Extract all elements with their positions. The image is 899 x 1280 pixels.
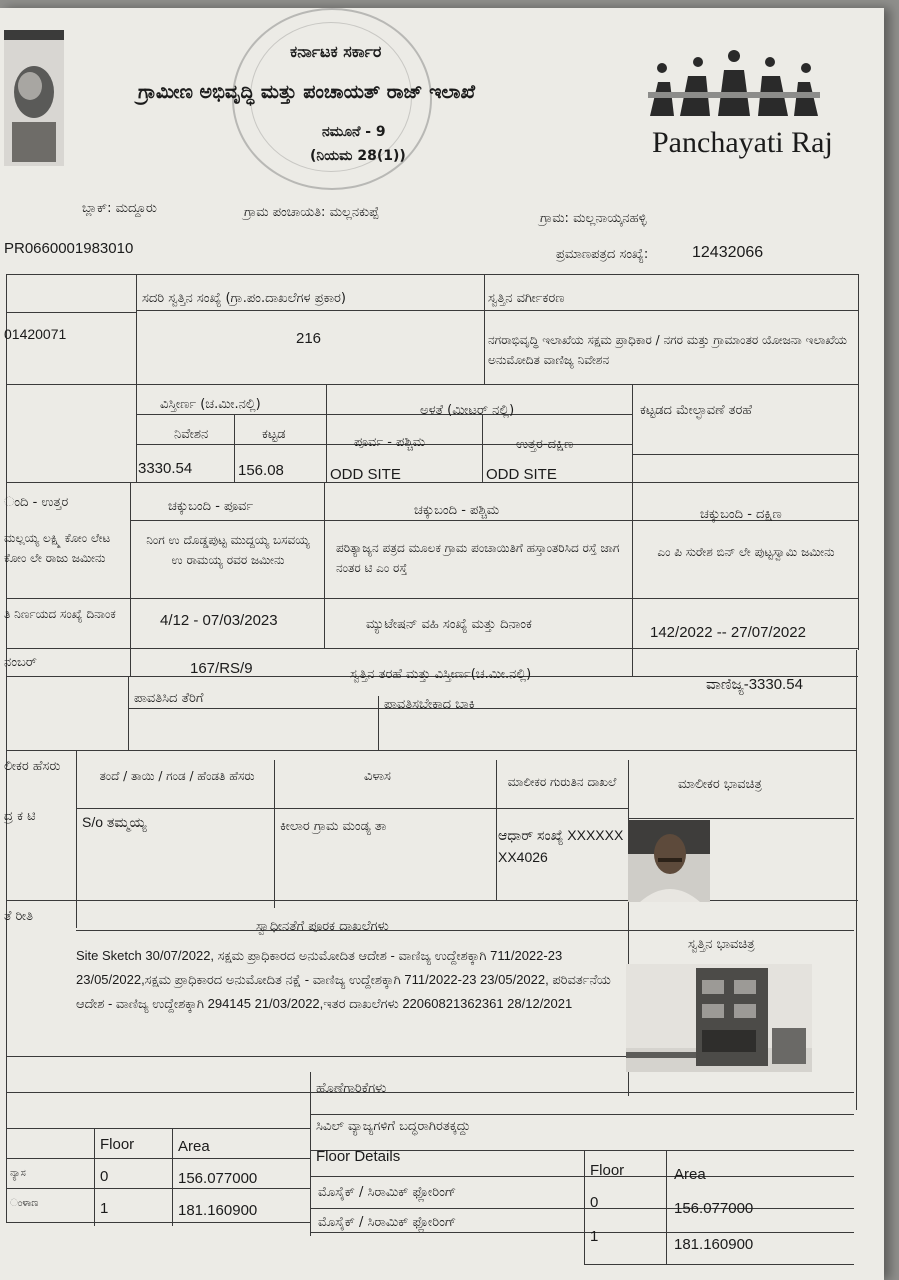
- property-number: 216: [296, 330, 322, 347]
- mutation-value: 142/2022 -- 27/07/2022: [650, 624, 806, 641]
- area-label: ವಿಸ್ತೀರ್ಣ (ಚ.ಮೀ.ನಲ್ಲಿ): [160, 397, 261, 412]
- east-west-value: ODD SITE: [330, 466, 401, 483]
- owner-photo-label: ಮಾಲೀಕರ ಭಾವಚಿತ್ರ: [678, 777, 762, 792]
- logo-text: Panchayati Raj: [652, 126, 833, 159]
- dept-title: ಗ್ರಾಮೀಣ ಅಭಿವೃದ್ಧಿ ಮತ್ತು ಪಂಚಾಯತ್ ರಾಜ್ ಇಲಾಖೆ: [138, 81, 476, 103]
- north-boundary-value: ಮಲ್ಲಯ್ಯ ಲಕ್ಷ್ಮಿ ಕೋಂ ಲೇಟ ಕೋಂ ಲೇ ರಾಜು ಜಮೀನು: [4, 531, 111, 565]
- floor-right-area: 156.077000: [674, 1200, 754, 1217]
- owner-photo: [628, 820, 710, 902]
- floor-left-floor: 0: [100, 1168, 109, 1185]
- classification-label: ಸ್ವತ್ತಿನ ವರ್ಗೀಕರಣ: [488, 291, 565, 306]
- west-boundary-value: ಪರಿತ್ಯಾಜ್ಯನ ಪತ್ರದ ಮೂಲಕ ಗ್ರಾಮ ಪಂಚಾಯಿತಿಗೆ ಹಸ್ತಾಂತರಿಸಿದ ರಸ್ತೆ ಜಾಗ ನಂತರ ಟಿ ಎಂ ರಸ್ತೆ: [336, 541, 620, 575]
- south-boundary-value: ಎಂ ಪಿ ಸುರೇಶ ಬಿನ್ ಲೇ ಪುಟ್ಟಸ್ವಾಮಿ ಜಮೀನು: [657, 545, 835, 559]
- floor-detail: ಮೊಸೈಕ್ / ಸಿರಾಮಿಕ್ ಫ್ಲೋರಿಂಗ್: [318, 1215, 457, 1230]
- panchayati-raj-logo: [648, 46, 820, 122]
- mutation-label: ಮ್ಯುಟೇಷನ್ ವಹಿ ಸಂಖ್ಯೆ ಮತ್ತು ದಿನಾಂಕ: [366, 617, 532, 632]
- floor-left-area: 156.077000: [178, 1170, 258, 1187]
- left-property-id: 01420071: [4, 326, 67, 342]
- property-id: PR0660001983010: [4, 240, 134, 257]
- north-boundary-label: ಂದಿ - ಉತ್ತರ: [4, 495, 69, 510]
- east-boundary-label: ಚಕ್ಕುಬಂದಿ - ಪೂರ್ವ: [168, 499, 254, 514]
- building-area-value: 156.08: [238, 462, 284, 479]
- floor-header-right: Floor: [590, 1162, 625, 1179]
- site-label: ನಿವೇಶನ: [174, 427, 209, 442]
- mode-label: ತೆ ರೀತಿ: [4, 909, 34, 924]
- east-boundary-value: ನಿಂಗ ಉ ದೊಡ್ಡಪುಟ್ಟ ಮುದ್ದಯ್ಯ ಬಸವಯ್ಯ ಉ ರಾಮಯ್ಯ ರವರ ಜಮೀನು: [146, 533, 310, 567]
- owner-name: ದ್ರ ಕ ಟಿ: [4, 809, 36, 824]
- resolution-value: 4/12 - 07/03/2023: [160, 612, 278, 629]
- south-boundary-label: ಚಕ್ಕುಬಂದಿ - ದಕ್ಷಿಣ: [700, 507, 782, 522]
- owner-address: ಕೀಲಾರ ಗ್ರಾಮ ಮಂಡ್ಯ ತಾ: [280, 819, 387, 834]
- liabilities-value: ಸಿವಿಲ್ ವ್ಯಾಜ್ಯಗಳಿಗೆ ಬದ್ಧರಾಗಿರತಕ್ಕದ್ದು: [316, 1119, 471, 1134]
- north-south-label: ಉತ್ತರ-ದಕ್ಷಿಣ: [516, 437, 574, 452]
- area-header-left: Area: [178, 1138, 210, 1155]
- certificate-number: 12432066: [692, 244, 764, 261]
- certificate-label: ಪ್ರಮಾಣಪತ್ರದ ಸಂಖ್ಯೆ:: [556, 247, 649, 262]
- documents-label: ಸ್ವಾಧೀನತೆಗೆ ಪೂರಕ ದಾಖಲೆಗಳು: [256, 919, 389, 934]
- resolution-label: ತಿ ನಿರ್ಣಯದ ಸಂಖ್ಯೆ ದಿನಾಂಕ: [4, 607, 116, 621]
- rule-number: (ನಿಯಮ 28(1)): [310, 148, 406, 164]
- building-label: ಕಟ್ಟಡ: [262, 427, 286, 442]
- tax-paid-label: ಪಾವತಿಸಿದ ತೆರಿಗೆ: [134, 691, 204, 706]
- property-photo-label: ಸ್ವತ್ತಿನ ಭಾವಚಿತ್ರ: [688, 937, 755, 952]
- owner-relation: S/o ತಮ್ಮಯ್ಯ: [82, 814, 147, 830]
- north-south-value: ODD SITE: [486, 466, 557, 483]
- taluk: ಬ್ಲಾಕ್: ಮದ್ದೂರು: [82, 201, 157, 216]
- east-west-label: ಪೂರ್ವ - ಪಶ್ಚಿಮ: [354, 435, 426, 450]
- certificate-page: [0, 8, 884, 1280]
- floor-row-label: ನ್ಯಾಸ: [10, 1168, 26, 1179]
- floor-left-area: 181.160900: [178, 1202, 258, 1219]
- property-type-label: ಸ್ವತ್ತಿನ ತರಹೆ ಮತ್ತು ವಿಸ್ತೀರ್ಣ(ಚ.ಮೀ.ನಲ್ಲಿ): [350, 667, 532, 682]
- survey-number: 167/RS/9: [190, 660, 253, 677]
- form-number: ನಮೂನೆ - 9: [322, 124, 386, 140]
- roof-type-label: ಕಟ್ಟಡದ ಮೇಲ್ಛಾವಣೆ ತರಹೆ: [640, 403, 752, 418]
- floor-detail: ಮೊಸೈಕ್ / ಸಿರಾಮಿಕ್ ಫ್ಲೋರಿಂಗ್: [318, 1185, 457, 1200]
- govt-title: ಕರ್ನಾಟಕ ಸರ್ಕಾರ: [290, 42, 382, 61]
- floor-right-floor: 0: [590, 1194, 599, 1211]
- address-label: ವಿಳಾಸ: [364, 769, 391, 784]
- property-photo: [626, 964, 812, 1072]
- floor-left-floor: 1: [100, 1200, 109, 1217]
- liabilities-label: ಹೊಣೆಗಾರಿಕೆಗಳು: [316, 1081, 387, 1096]
- owner-id-label: ಮಾಲೀಕರ ಗುರುತಿನ ದಾಖಲೆ: [507, 775, 617, 789]
- floor-right-area: 181.160900: [674, 1236, 754, 1253]
- area-header-right: Area: [674, 1166, 706, 1183]
- classification-value: ನಗರಾಭಿವೃದ್ಧಿ ಇಲಾಖೆಯ ಸಕ್ಷಮ ಪ್ರಾಧಿಕಾರ / ನಗರ ಮತ್ತು ಗ್ರಾಮಾಂತರ ಯೋಜನಾ ಇಲಾಖೆಯ ಅನುಮೋದಿತ ವಾಣಿಜ್ಯ ನಿವೇಶನ: [488, 333, 848, 367]
- floor-header-left: Floor: [100, 1136, 135, 1153]
- floor-right-floor: 1: [590, 1228, 599, 1245]
- documents-text: Site Sketch 30/07/2022, ಸಕ್ಷಮ ಪ್ರಾಧಿಕಾರದ ಅನುಮೋದಿತ ಆದೇಶ - ವಾಣಿಜ್ಯ ಉದ್ದೇಶಕ್ಕಾಗಿ 711/2022-23 23/05/2022,ಸಕ್ಷಮ ಪ್ರಾಧಿಕಾರದ ಅನುಮೋದಿತ ನಕ್ಷೆ - ವಾಣಿಜ್ಯ ಉದ್ದೇಶಕ್ಕಾಗಿ 711/2022-23 23/05/2022, ಪರಿವರ್ತನೆಯ ಆದೇಶ - ವಾಣಿಜ್ಯ ಉದ್ದೇಶಕ್ಕಾಗಿ 294145 21/03/2022,ಇತರ ದಾಖಲೆಗಳು 22060821362361 28/12/2021: [76, 948, 611, 1011]
- site-area-value: 3330.54: [138, 460, 193, 477]
- village: ಗ್ರಾಮ: ಮಲ್ಲನಾಯ್ಕನಹಳ್ಳಿ: [540, 211, 647, 226]
- gram-panchayat: ಗ್ರಾಮ ಪಂಚಾಯತಿ: ಮಲ್ಲನಕುಪ್ಪೆ: [244, 205, 379, 220]
- measurement-label: ಅಳತೆ (ಮೀಟರ್ ನಲ್ಲಿ): [420, 403, 515, 418]
- west-boundary-label: ಚಕ್ಕುಬಂದಿ - ಪಶ್ಚಿಮ: [414, 503, 500, 518]
- survey-label: ನಂಬರ್: [4, 655, 37, 670]
- tax-due-label: ಪಾವತಿಸಬೇಕಾದ ಬಾಕಿ: [384, 697, 475, 712]
- floor-row-label: ಂಳಾಣ: [10, 1198, 39, 1209]
- floor-details-header: Floor Details: [316, 1148, 401, 1165]
- property-number-label: ಸದರಿ ಸ್ವತ್ತಿನ ಸಂಖ್ಯೆ (ಗ್ರಾ.ಪಂ.ದಾಖಲೆಗಳ ಪ್ರಕಾರ): [142, 291, 346, 306]
- owner-name-label: ಲೀಕರ ಹೆಸರು: [4, 759, 61, 774]
- gandhi-photo: [4, 30, 64, 166]
- property-type-value: ವಾಣಿಜ್ಯ-3330.54: [706, 676, 803, 693]
- owner-id-value: ಆಧಾರ್ ಸಂಖ್ಯೆ XXXXXXXX4026: [498, 827, 624, 865]
- relation-label: ತಂದೆ / ತಾಯಿ / ಗಂಡ / ಹೆಂಡತಿ ಹೆಸರು: [99, 769, 255, 783]
